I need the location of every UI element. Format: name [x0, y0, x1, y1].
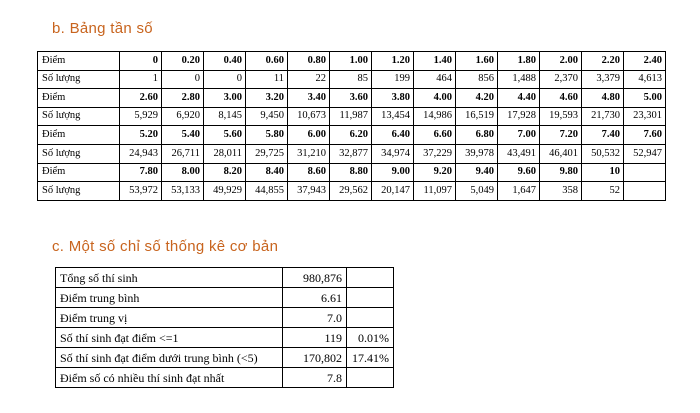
stat-percent — [347, 288, 394, 308]
row-label: Số lượng — [38, 144, 120, 163]
stat-value: 980,876 — [283, 268, 347, 288]
stat-row — [56, 328, 394, 348]
count-cell: 32,877 — [330, 144, 372, 163]
stat-label: Điểm trung bình — [56, 288, 283, 308]
score-cell: 3.80 — [372, 89, 414, 108]
score-cell: 4.00 — [414, 89, 456, 108]
stat-label: Số thí sinh đạt điểm <=1 — [56, 328, 283, 348]
count-cell: 52 — [582, 182, 624, 201]
count-cell: 22 — [288, 70, 330, 89]
stat-label: Tổng số thí sinh — [56, 268, 283, 288]
score-row — [38, 163, 666, 182]
row-label: Số lượng — [38, 70, 120, 89]
stat-value: 119 — [283, 328, 347, 348]
score-cell: 0 — [120, 52, 162, 71]
count-cell: 11,987 — [330, 107, 372, 126]
count-cell: 14,986 — [414, 107, 456, 126]
count-cell: 5,049 — [456, 182, 498, 201]
score-cell — [624, 163, 666, 182]
count-cell: 52,947 — [624, 144, 666, 163]
score-cell: 9.40 — [456, 163, 498, 182]
count-cell: 10,673 — [288, 107, 330, 126]
count-cell: 6,920 — [162, 107, 204, 126]
score-cell: 6.00 — [288, 126, 330, 145]
score-cell: 9.20 — [414, 163, 456, 182]
score-cell: 2.80 — [162, 89, 204, 108]
score-cell: 5.60 — [204, 126, 246, 145]
score-cell: 2.00 — [540, 52, 582, 71]
score-cell: 9.80 — [540, 163, 582, 182]
score-cell: 2.20 — [582, 52, 624, 71]
row-label: Số lượng — [38, 182, 120, 201]
score-cell: 0.40 — [204, 52, 246, 71]
count-cell: 19,593 — [540, 107, 582, 126]
count-cell: 11,097 — [414, 182, 456, 201]
score-cell: 7.00 — [498, 126, 540, 145]
score-cell: 4.60 — [540, 89, 582, 108]
stat-row — [56, 368, 394, 388]
score-cell: 3.60 — [330, 89, 372, 108]
score-cell: 2.40 — [624, 52, 666, 71]
count-cell: 1 — [120, 70, 162, 89]
stat-row — [56, 288, 394, 308]
score-cell: 5.80 — [246, 126, 288, 145]
score-cell: 8.60 — [288, 163, 330, 182]
count-row — [38, 182, 666, 201]
count-cell: 0 — [204, 70, 246, 89]
stat-value: 170,802 — [283, 348, 347, 368]
count-cell: 358 — [540, 182, 582, 201]
score-cell: 6.20 — [330, 126, 372, 145]
count-cell: 37,943 — [288, 182, 330, 201]
count-cell: 43,491 — [498, 144, 540, 163]
stat-percent — [347, 268, 394, 288]
count-cell: 13,454 — [372, 107, 414, 126]
score-cell: 4.80 — [582, 89, 624, 108]
count-cell: 46,401 — [540, 144, 582, 163]
count-cell: 31,210 — [288, 144, 330, 163]
stat-row — [56, 308, 394, 328]
score-cell: 1.80 — [498, 52, 540, 71]
score-cell: 6.40 — [372, 126, 414, 145]
count-cell: 8,145 — [204, 107, 246, 126]
stat-value: 6.61 — [283, 288, 347, 308]
section-b-heading: b. Bảng tần số — [52, 20, 153, 37]
count-cell: 1,488 — [498, 70, 540, 89]
count-cell: 39,978 — [456, 144, 498, 163]
score-cell: 6.80 — [456, 126, 498, 145]
score-row — [38, 52, 666, 71]
stat-row — [56, 268, 394, 288]
frequency-table — [37, 51, 666, 201]
count-cell: 50,532 — [582, 144, 624, 163]
count-cell: 28,011 — [204, 144, 246, 163]
count-cell: 29,562 — [330, 182, 372, 201]
score-cell: 8.80 — [330, 163, 372, 182]
count-cell: 0 — [162, 70, 204, 89]
score-cell: 9.00 — [372, 163, 414, 182]
count-cell: 1,647 — [498, 182, 540, 201]
score-cell: 5.40 — [162, 126, 204, 145]
count-cell: 21,730 — [582, 107, 624, 126]
score-row — [38, 89, 666, 108]
count-cell: 44,855 — [246, 182, 288, 201]
stat-percent — [347, 308, 394, 328]
count-cell: 23,301 — [624, 107, 666, 126]
score-cell: 5.00 — [624, 89, 666, 108]
score-cell: 3.00 — [204, 89, 246, 108]
score-cell: 1.20 — [372, 52, 414, 71]
count-cell: 53,133 — [162, 182, 204, 201]
score-cell: 1.00 — [330, 52, 372, 71]
stat-row — [56, 348, 394, 368]
score-cell: 8.00 — [162, 163, 204, 182]
score-cell: 7.80 — [120, 163, 162, 182]
score-cell: 3.40 — [288, 89, 330, 108]
count-cell: 20,147 — [372, 182, 414, 201]
score-cell: 1.40 — [414, 52, 456, 71]
count-cell: 24,943 — [120, 144, 162, 163]
count-cell: 199 — [372, 70, 414, 89]
stat-value: 7.8 — [283, 368, 347, 388]
score-cell: 7.60 — [624, 126, 666, 145]
row-label: Điểm — [38, 89, 120, 108]
score-cell: 9.60 — [498, 163, 540, 182]
stat-label: Điểm trung vị — [56, 308, 283, 328]
count-row — [38, 144, 666, 163]
count-cell: 26,711 — [162, 144, 204, 163]
score-row — [38, 126, 666, 145]
count-cell: 37,229 — [414, 144, 456, 163]
score-cell: 10 — [582, 163, 624, 182]
statistics-table — [55, 267, 394, 388]
stat-percent — [347, 368, 394, 388]
score-cell: 5.20 — [120, 126, 162, 145]
count-cell: 34,974 — [372, 144, 414, 163]
count-cell: 464 — [414, 70, 456, 89]
count-cell: 856 — [456, 70, 498, 89]
count-row — [38, 107, 666, 126]
count-row — [38, 70, 666, 89]
row-label: Điểm — [38, 163, 120, 182]
score-cell: 3.20 — [246, 89, 288, 108]
stat-value: 7.0 — [283, 308, 347, 328]
score-cell: 8.20 — [204, 163, 246, 182]
stat-label: Số thí sinh đạt điểm dưới trung bình (<5) — [56, 348, 283, 368]
score-cell: 4.40 — [498, 89, 540, 108]
score-cell: 7.40 — [582, 126, 624, 145]
stat-percent: 0.01% — [347, 328, 394, 348]
score-cell: 0.60 — [246, 52, 288, 71]
count-cell: 5,929 — [120, 107, 162, 126]
count-cell: 3,379 — [582, 70, 624, 89]
count-cell: 9,450 — [246, 107, 288, 126]
stat-percent: 17.41% — [347, 348, 394, 368]
score-cell: 0.20 — [162, 52, 204, 71]
row-label: Điểm — [38, 52, 120, 71]
count-cell: 85 — [330, 70, 372, 89]
score-cell: 7.20 — [540, 126, 582, 145]
count-cell: 4,613 — [624, 70, 666, 89]
score-cell: 6.60 — [414, 126, 456, 145]
count-cell: 53,972 — [120, 182, 162, 201]
score-cell: 0.80 — [288, 52, 330, 71]
count-cell: 11 — [246, 70, 288, 89]
count-cell: 49,929 — [204, 182, 246, 201]
stat-label: Điểm số có nhiều thí sinh đạt nhất — [56, 368, 283, 388]
count-cell: 2,370 — [540, 70, 582, 89]
row-label: Số lượng — [38, 107, 120, 126]
score-cell: 2.60 — [120, 89, 162, 108]
count-cell — [624, 182, 666, 201]
count-cell: 17,928 — [498, 107, 540, 126]
score-cell: 8.40 — [246, 163, 288, 182]
row-label: Điểm — [38, 126, 120, 145]
count-cell: 29,725 — [246, 144, 288, 163]
section-c-heading: c. Một số chỉ số thống kê cơ bản — [52, 238, 279, 255]
count-cell: 16,519 — [456, 107, 498, 126]
score-cell: 4.20 — [456, 89, 498, 108]
score-cell: 1.60 — [456, 52, 498, 71]
